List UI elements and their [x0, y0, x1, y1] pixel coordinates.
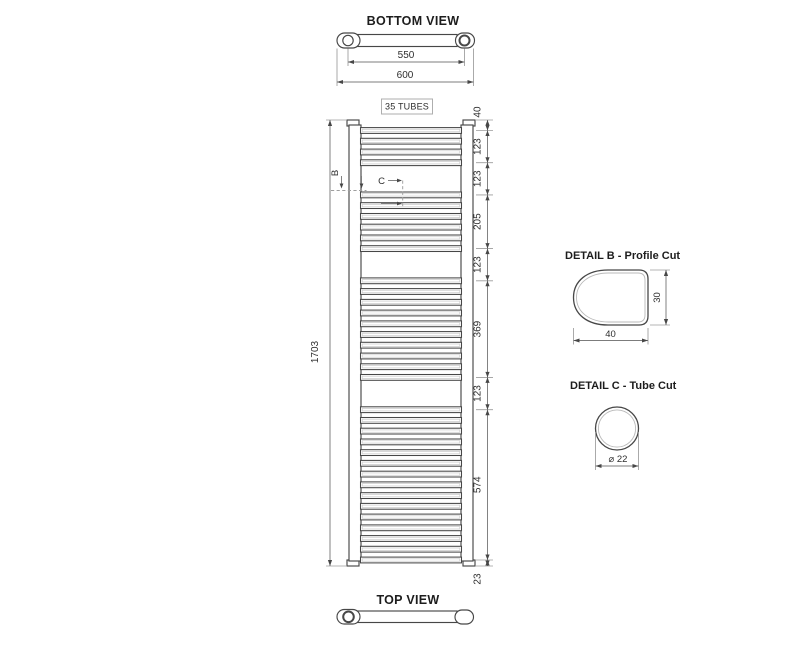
- front-view: [310, 106, 493, 585]
- radiator-tube: [361, 364, 462, 370]
- bottom-view-right-port: [460, 36, 470, 46]
- arrowhead: [664, 270, 668, 276]
- arrowhead: [459, 60, 465, 64]
- arrowhead: [337, 80, 343, 84]
- bottom-view: [337, 14, 475, 86]
- right-rail: [461, 125, 473, 561]
- arrowhead: [642, 339, 648, 343]
- radiator-tube: [361, 214, 462, 220]
- arrowhead: [328, 560, 332, 566]
- radiator-tube: [361, 482, 462, 488]
- arrowhead: [485, 120, 489, 126]
- top-view-title: TOP VIEW: [376, 593, 440, 607]
- radiator-tube: [361, 418, 462, 424]
- radiator-tube: [361, 546, 462, 552]
- arrowhead: [485, 189, 489, 195]
- arrowhead: [485, 249, 489, 255]
- arrowhead: [348, 60, 354, 64]
- arrowhead: [485, 131, 489, 137]
- bottom-view-left-port: [343, 35, 353, 45]
- marker-c-label: C: [378, 176, 385, 187]
- arrowhead: [468, 80, 474, 84]
- radiator-tube: [361, 353, 462, 359]
- detail-c-view: [570, 380, 677, 470]
- radiator-tube: [361, 321, 462, 327]
- radiator-tube: [361, 375, 462, 381]
- radiator-tube: [361, 342, 462, 348]
- detail-c-title: DETAIL C - Tube Cut: [570, 380, 677, 392]
- radiator-tube: [361, 128, 462, 134]
- arrowhead: [485, 281, 489, 287]
- radiator-tube: [361, 289, 462, 295]
- bottom-view-crossbar: [357, 35, 457, 47]
- right-dim-label: 123: [472, 256, 484, 274]
- tube-cut-outer-wall: [596, 407, 639, 450]
- radiator-tube: [361, 493, 462, 499]
- radiator-tube: [361, 160, 462, 166]
- arrowhead: [485, 163, 489, 169]
- bottom-view-title: BOTTOM VIEW: [366, 14, 460, 28]
- radiator-tubes: [361, 128, 462, 563]
- radiator-tube: [361, 536, 462, 542]
- top-view-crossbar: [357, 611, 457, 623]
- bottom-view-dim-inner: 550: [397, 50, 415, 61]
- radiator-tube: [361, 439, 462, 445]
- tube-count-label: 35 TUBES: [385, 101, 429, 112]
- radiator-tube: [361, 278, 462, 284]
- radiator-tube: [361, 525, 462, 531]
- detail-b-dim-height: 30: [652, 292, 663, 303]
- arrowhead: [574, 339, 580, 343]
- right-dim-label: 574: [472, 476, 484, 494]
- arrowhead: [485, 195, 489, 201]
- arrowhead: [328, 120, 332, 126]
- radiator-tube: [361, 310, 462, 316]
- arrowhead: [664, 319, 668, 325]
- radiator-tube: [361, 514, 462, 520]
- detail-c-dim-diameter: ⌀ 22: [608, 454, 628, 465]
- top-view-left-port: [343, 612, 354, 623]
- arrowhead: [485, 404, 489, 410]
- radiator-tube: [361, 332, 462, 338]
- arrowhead: [485, 125, 489, 131]
- arrowhead: [485, 243, 489, 249]
- radiator-tube: [361, 299, 462, 305]
- radiator-tube: [361, 246, 462, 252]
- arrowhead: [485, 555, 489, 561]
- detail-b-view: [565, 250, 680, 345]
- radiator-tube: [361, 138, 462, 144]
- arrowhead: [485, 157, 489, 163]
- top-view-right-end: [455, 610, 474, 624]
- front-view-height-label: 1703: [310, 340, 321, 364]
- radiator-tube: [361, 407, 462, 413]
- radiator-tube: [361, 503, 462, 509]
- right-dim-label: 123: [472, 170, 484, 188]
- radiator-tube: [361, 460, 462, 466]
- right-dim-label: 23: [472, 573, 484, 585]
- radiator-tube: [361, 192, 462, 198]
- marker-b-label: B: [330, 169, 341, 177]
- right-dim-label: 40: [472, 106, 484, 118]
- arrowhead: [340, 184, 344, 189]
- right-dim-label: 369: [472, 320, 484, 338]
- arrowhead: [397, 179, 402, 183]
- radiator-tube: [361, 471, 462, 477]
- radiator-tube: [361, 235, 462, 241]
- bottom-view-dim-outer: 600: [396, 70, 414, 81]
- arrowhead: [596, 464, 602, 468]
- radiator-tube: [361, 450, 462, 456]
- arrowhead: [485, 372, 489, 378]
- detail-b-title: DETAIL B - Profile Cut: [565, 250, 681, 262]
- right-dimensions: [473, 106, 494, 585]
- right-dim-label: 205: [472, 213, 484, 231]
- arrowhead: [633, 464, 639, 468]
- right-dim-label: 123: [472, 385, 484, 402]
- profile-outer-wall: [574, 270, 649, 325]
- tube-count-badge: [382, 99, 433, 114]
- radiator-tube: [361, 224, 462, 230]
- detail-b-dim-width: 40: [605, 329, 616, 340]
- arrowhead: [485, 377, 489, 383]
- radiator-tube: [361, 428, 462, 434]
- radiator-tube: [361, 149, 462, 155]
- arrowhead: [485, 410, 489, 416]
- radiator-tube: [361, 203, 462, 209]
- top-view: [337, 593, 474, 624]
- right-dim-label: 123: [472, 138, 484, 155]
- arrowhead: [485, 275, 489, 281]
- radiator-tube: [361, 557, 462, 563]
